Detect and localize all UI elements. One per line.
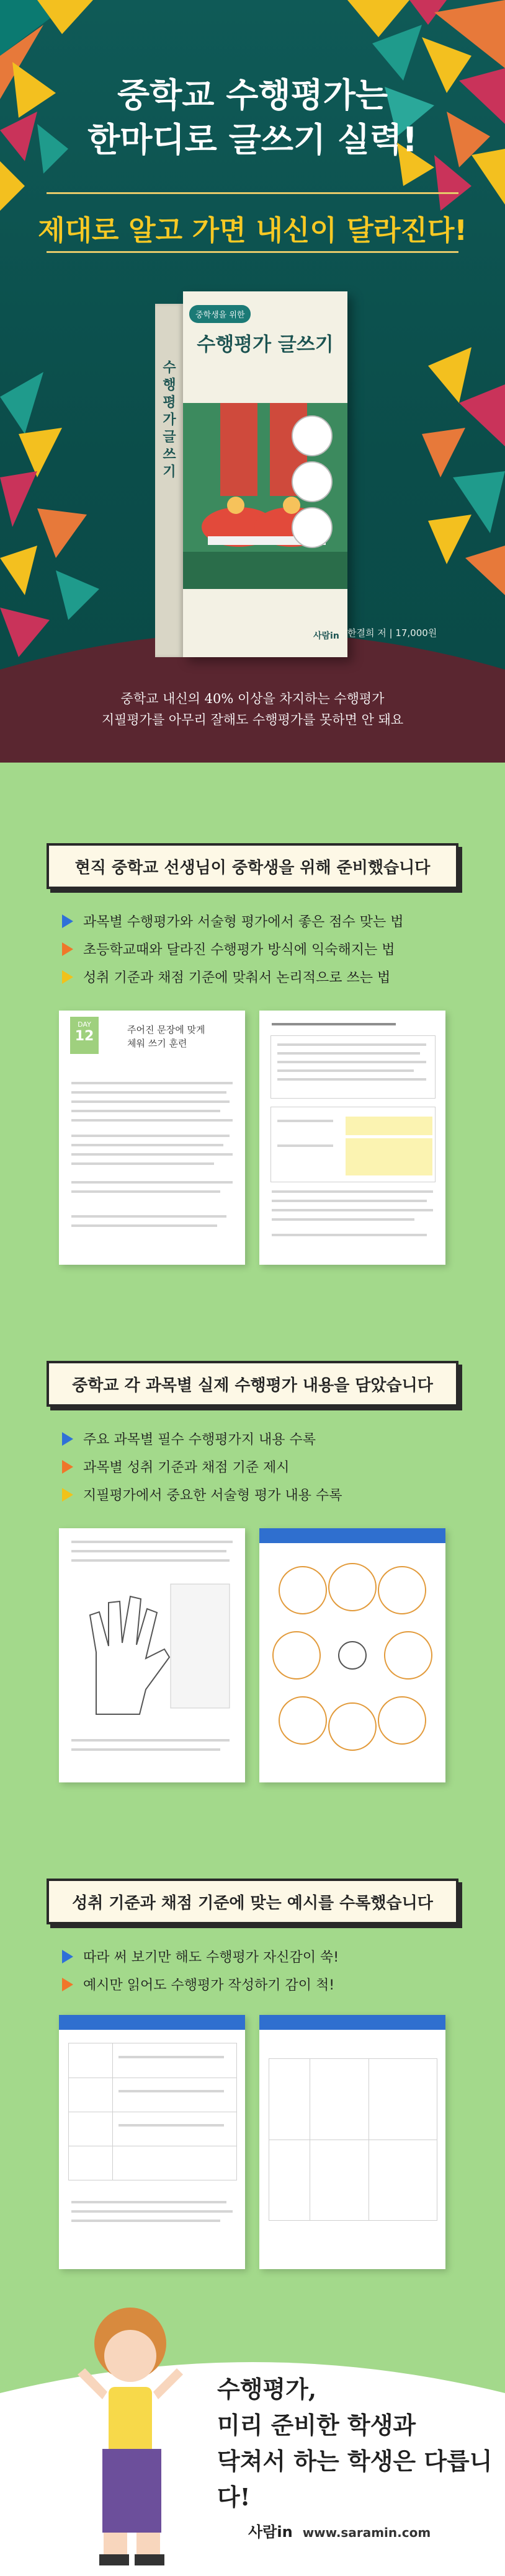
sample-page-left-3 (59, 2015, 245, 2269)
divider-bottom (47, 251, 458, 253)
day-number: 12 (74, 1029, 94, 1044)
book-title: 수행평가 글쓰기 (197, 334, 334, 356)
bullet-text: 예시만 읽어도 수행평가 작성하기 감이 척! (83, 1978, 335, 1993)
book-front (183, 291, 347, 657)
section1-bullet-2 (62, 939, 395, 958)
triangle-bullet-icon (62, 942, 73, 956)
bullet-text: 과목별 성취 기준과 채점 기준 제시 (83, 1460, 290, 1476)
hero-desc-line2: 지필평가를 아무리 잘해도 수행평가를 못하면 안 돼요 (101, 712, 404, 727)
sample-page-right-1 (259, 1011, 445, 1265)
book-feature-circles (292, 415, 341, 548)
triangle-bullet-icon (62, 1950, 73, 1963)
triangle-bullet-icon (62, 1460, 73, 1474)
hero-title-line2: 한마디로 글쓰기 실력! (87, 120, 418, 159)
section1-bullet-3 (62, 967, 390, 986)
hero-title (0, 73, 505, 162)
page-title-line1: 주어진 문장에 맞게 (127, 1024, 205, 1035)
book-spine (155, 304, 183, 657)
section3-bullet-2 (62, 1975, 334, 1994)
book-spine-title: 수행평가 글쓰기 (163, 360, 176, 480)
bullet-text: 과목별 수행평가와 서술형 평가에서 좋은 점수 맞는 법 (83, 914, 404, 930)
triangle-bullet-icon (62, 1488, 73, 1502)
book-cover (155, 291, 347, 657)
bullet-text: 지필평가에서 중요한 서술형 평가 내용 수록 (83, 1488, 342, 1503)
section2-bullet-2 (62, 1457, 290, 1476)
footer-line1: 수행평가, (217, 2375, 317, 2403)
hero-desc-line1: 중학교 내신의 40% 이상을 차지하는 수행평가 (120, 691, 385, 706)
hand-illustration (71, 1578, 233, 1720)
divider-top (47, 192, 458, 194)
page-title (127, 1023, 239, 1050)
hero-title-line1: 중학교 수행평가는 (117, 76, 388, 115)
sample-page-left-1 (59, 1011, 245, 1265)
section1-heading: 현직 중학교 선생님이 중학생을 위해 준비했습니다 (47, 843, 458, 889)
brand-footer (248, 2520, 431, 2541)
sample-page-right-3 (259, 2015, 445, 2269)
triangle-bullet-icon (62, 1432, 73, 1446)
sample-page-left-2 (59, 1528, 245, 1782)
footer-message (217, 2371, 505, 2515)
bullet-text: 주요 과목별 필수 수행평가지 내용 수록 (83, 1432, 316, 1448)
bullet-text: 따라 써 보기만 해도 수행평가 자신감이 쑥! (83, 1950, 339, 1965)
bullet-text: 성취 기준과 채점 기준에 맞춰서 논리적으로 쓰는 법 (83, 970, 391, 986)
bullet-text: 초등학교때와 달라진 수행평가 방식에 익숙해지는 법 (83, 942, 395, 958)
book-badge: 중학생을 위한 (189, 305, 251, 323)
section3-heading: 성취 기준과 채점 기준에 맞는 예시를 수록했습니다 (47, 1879, 458, 1924)
triangle-bullet-icon (62, 1978, 73, 1991)
section2-bullet-3 (62, 1485, 342, 1504)
section3-bullet-1 (62, 1947, 339, 1966)
footer-line3: 닥쳐서 하는 학생은 다릅니다! (217, 2447, 493, 2511)
brand-url[interactable]: www.saramin.com (302, 2525, 431, 2540)
day-tag (70, 1017, 99, 1054)
section2-bullet-1 (62, 1429, 316, 1448)
book-publisher: 사람in (313, 631, 339, 641)
hero-section (0, 0, 505, 763)
page-table (270, 1107, 436, 1182)
book-price: 한결희 저 | 17,000원 (347, 627, 437, 639)
mindmap-illustration (269, 1562, 436, 1755)
footer-line2: 미리 준비한 학생과 (217, 2411, 416, 2439)
day-label: DAY (78, 1020, 91, 1029)
triangle-bullet-icon (62, 970, 73, 984)
page-box (270, 1035, 436, 1099)
hero-subtitle: 제대로 알고 가면 내신이 달라진다! (38, 214, 467, 247)
hero-description (0, 688, 505, 730)
section1-bullet-1 (62, 911, 404, 931)
page-header-bar (259, 1528, 445, 1543)
brand-logo: 사람in (248, 2523, 293, 2541)
sample-page-right-2 (259, 1528, 445, 1782)
student-illustration (59, 2306, 202, 2576)
triangle-bullet-icon (62, 914, 73, 928)
section2-heading: 중학교 각 과목별 실제 수행평가 내용을 담았습니다 (47, 1361, 458, 1407)
page-title-line2: 체워 쓰기 훈련 (127, 1038, 187, 1049)
